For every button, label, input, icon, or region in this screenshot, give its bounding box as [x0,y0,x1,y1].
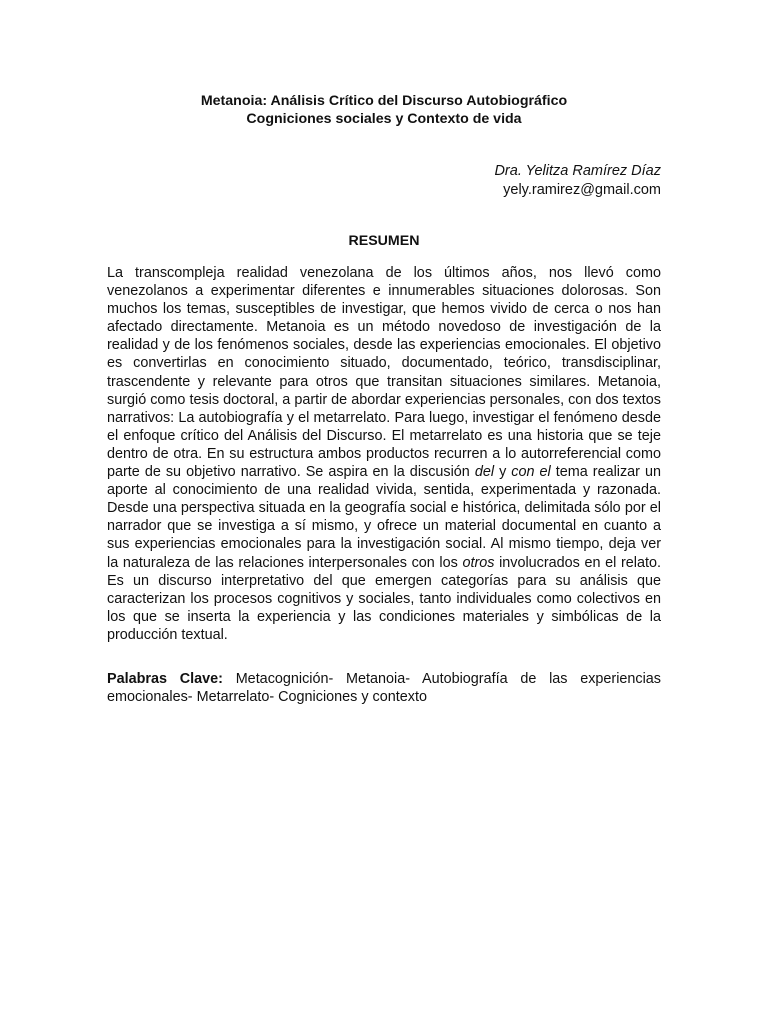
author-name: Dra. Yelitza Ramírez Díaz [494,163,661,179]
abstract-text-part-1: La transcompleja realidad venezolana de los últimos años, nos llevó como venezolanos a experimentar diferentes e innumerables situaciones dolorosas. Son muchos los temas, susceptibles de investigar, que hemos vivido de cerca o nos han afectado directamente. Metanoia es un método novedoso de investigación de la realidad y de los fenómenos sociales, desde las experiencias emocionales. El objetivo es convertirlas en conocimiento situado, documentado, teórico, transdisciplinar, trascendente y relevante para otros que transitan situaciones similares. Metanoia, surgió como tesis doctoral, a partir de abordar experiencias personales, con dos textos narrativos: La autobiografía y el metarrelato. Para luego, investigar el fenómeno desde el enfoque crítico del Análisis del Discurso. El metarrelato es una historia que se teje dentro de otra. En su estructura ambos productos recurren a lo autorreferencial como parte de su objetivo narrativo. Se aspira en la discusión [107,265,661,481]
abstract-text-part-2: y [494,464,512,481]
author-email: yely.ramirez@gmail.com [503,182,661,198]
abstract-paragraph [107,264,661,644]
title-line-main: Metanoia: Análisis Crítico del Discurso Autobiográfico [200,93,568,109]
keywords-text: Metacognición- Metanoia- Autobiografía de las experiencias emocionales- Metarrelato- Cogniciones y contexto [107,671,662,706]
keywords-paragraph [107,670,661,706]
author-block [494,162,661,200]
title-line-subtitle: Cogniciones sociales y Contexto de vida [246,111,522,127]
abstract-text-part-4: involucrados en el relato. Es un discurso interpretativo del que emergen categorías para su análisis que caracterizan los procesos cognitivos y sociales, tanto individuales como colectivos en los que se inserta la experiencia y las condiciones materiales y simbólicas de la producción textual. [107,554,661,643]
section-heading-resumen: RESUMEN [348,233,420,249]
abstract-text-part-3: tema realizar un aporte al conocimiento de una realidad vivida, sentida, experimentada y razonada. Desde una perspectiva situada en la geografía social e histórica, delimitada sólo por el narrador que se investiga a sí mismo, y ofrece un material documental en cuanto a sus experiencias emocionales para la investigación social. Al mismo tiempo, deja ver la naturaleza de las relaciones interpersonales con los [107,464,661,571]
abstract-italic-otros: otros [462,554,495,571]
abstract-italic-del: del [474,464,495,481]
abstract-italic-con-el: con el [511,464,551,481]
document-title [0,92,768,128]
keywords-label: Palabras Clave: [107,671,223,687]
